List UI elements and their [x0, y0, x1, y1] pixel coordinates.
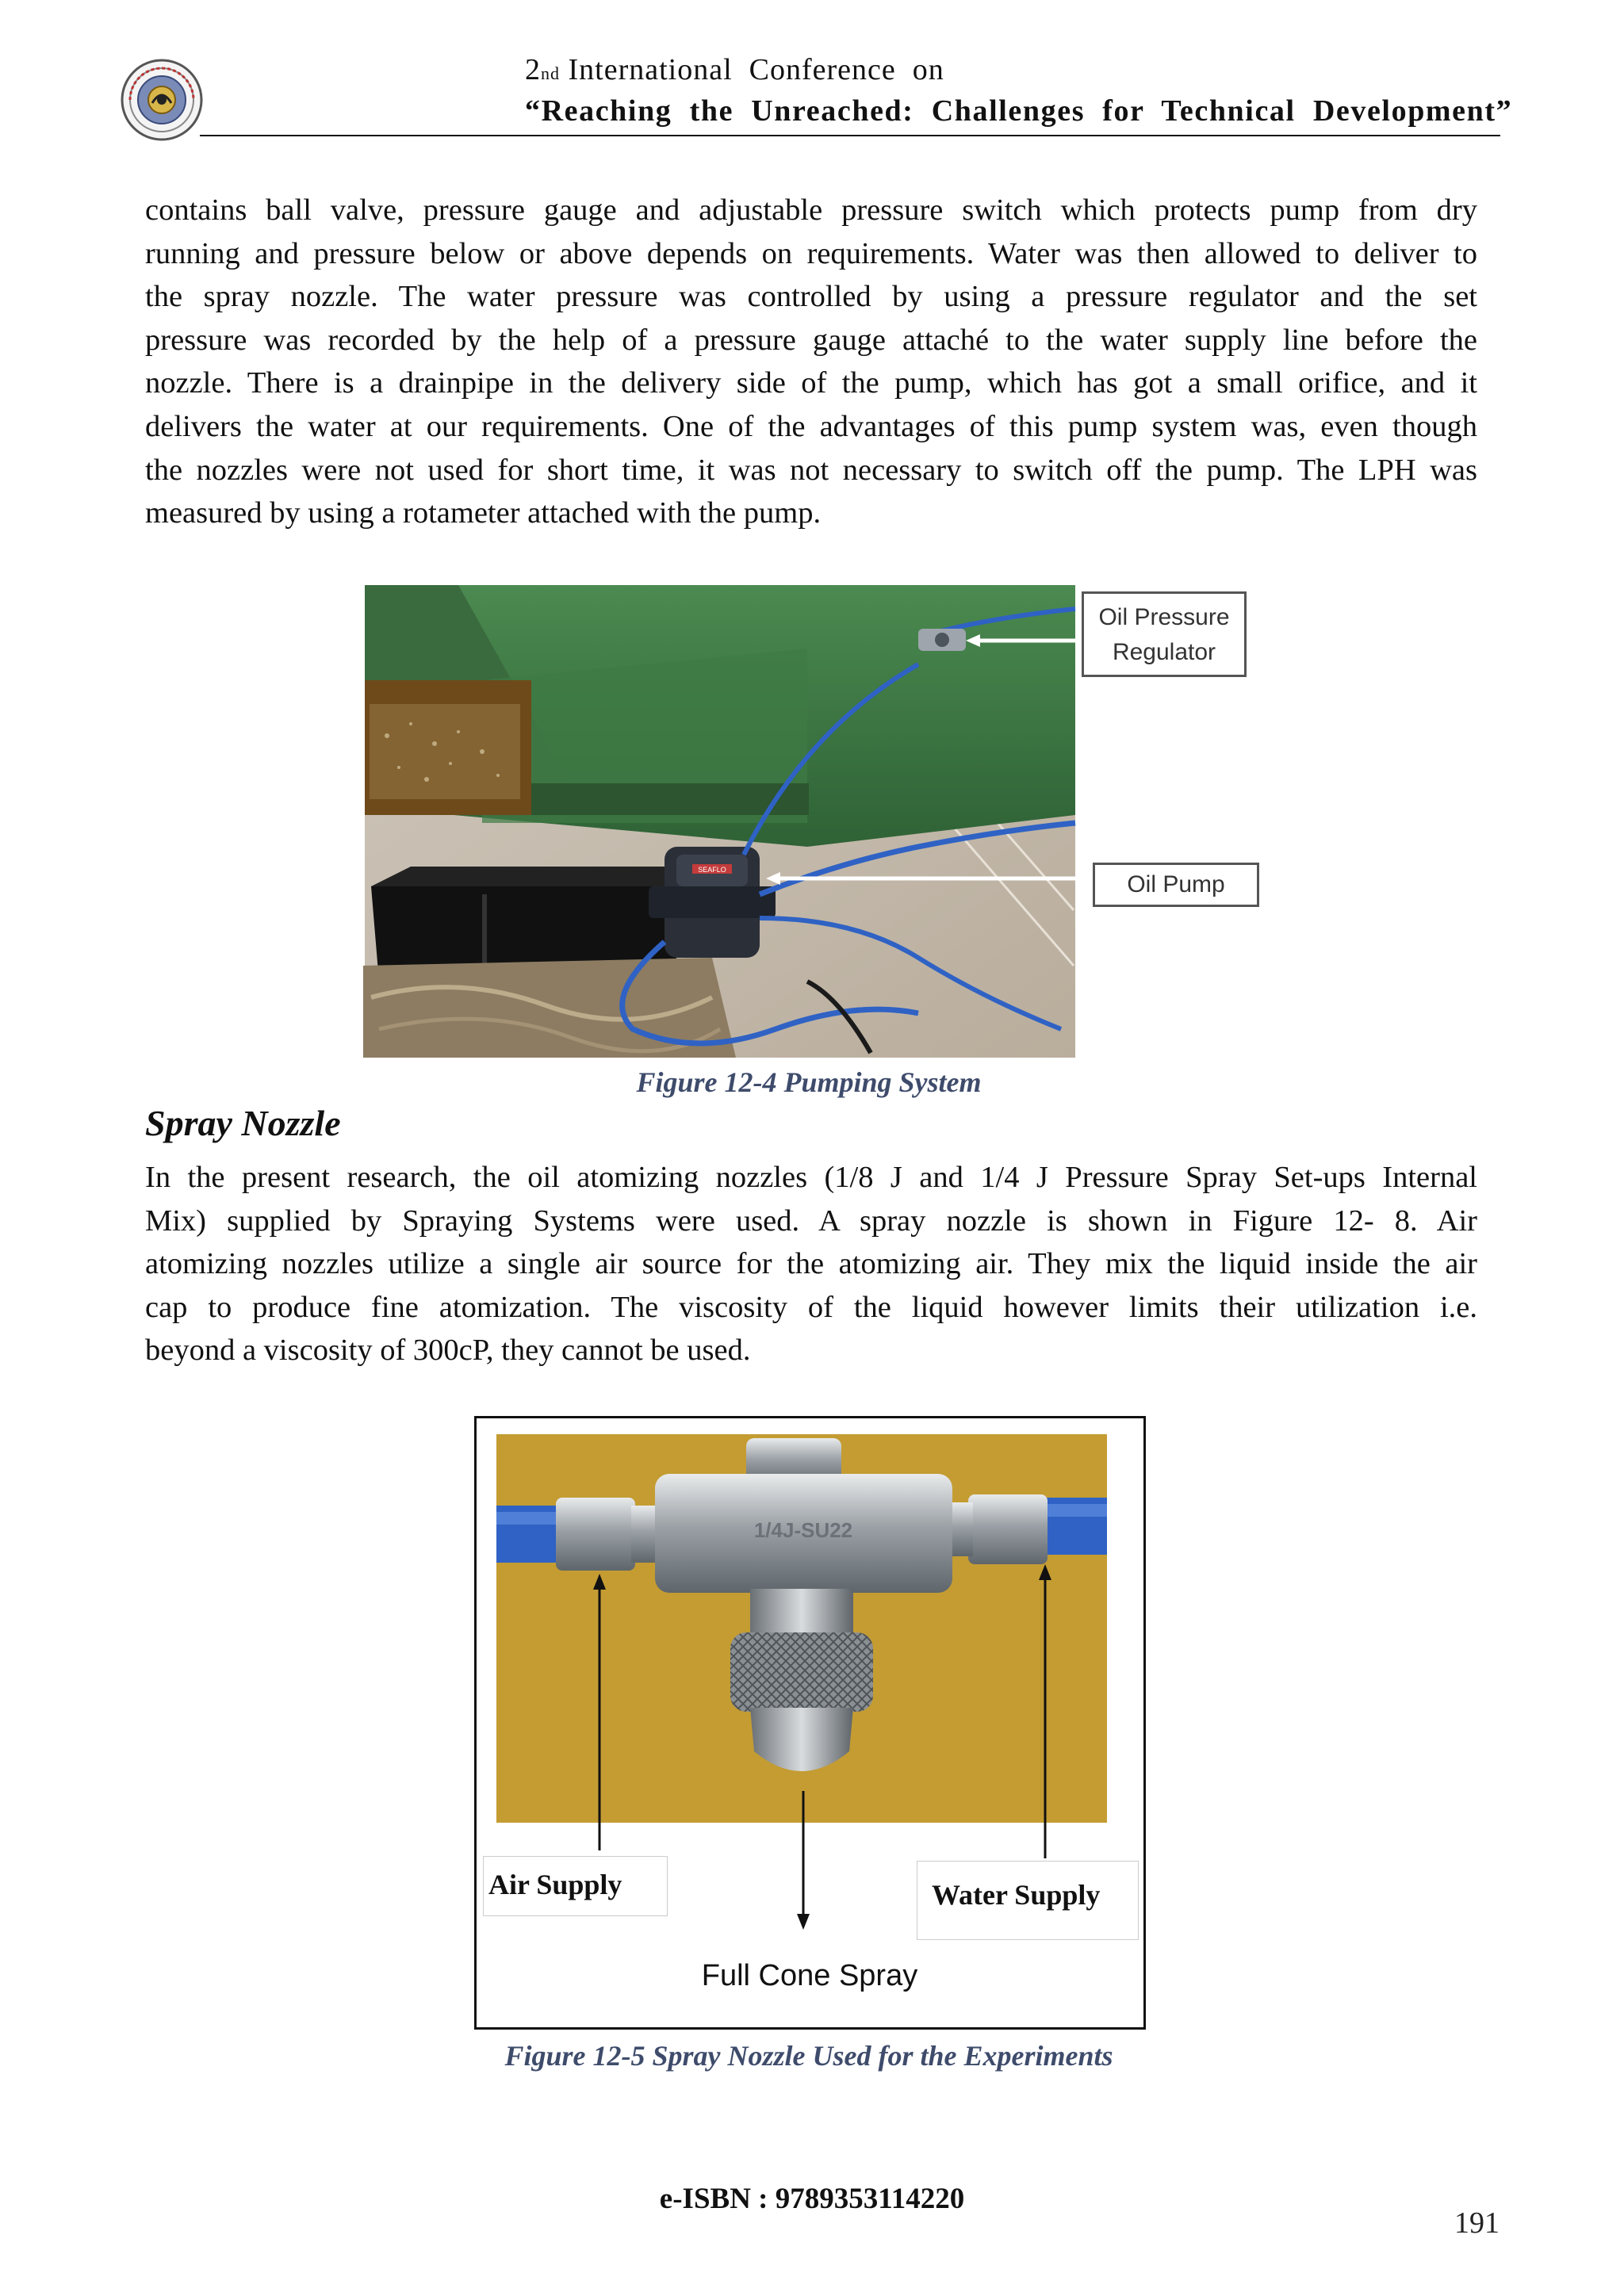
- conference-logo: [119, 57, 205, 143]
- figure1-caption: Figure 12-4 Pumping System: [636, 1066, 982, 1098]
- text-line: the spray nozzle. The water pressure was controlled by using a pressure regulator and the set: [145, 280, 1477, 314]
- text-line: pressure was recorded by the help of a pressure gauge attaché to the water supply line before the: [145, 323, 1477, 357]
- page-number: 191: [1454, 2206, 1500, 2240]
- text-line: nozzle. There is a drainpipe in the delivery side of the pump, which has got a small orifice, and it: [145, 366, 1477, 400]
- text-line: running and pressure below or above depends on requirements. Water was then allowed to deliver to: [145, 236, 1477, 270]
- text-line: delivers the water at our requirements. One of the advantages of this pump system was, even though: [145, 409, 1477, 443]
- paragraph-spray-nozzle: [145, 1156, 1477, 1372]
- label-full-cone-spray: Full Cone Spray: [701, 1959, 918, 1992]
- text-line: measured by using a rotameter attached with the pump.: [145, 496, 822, 530]
- figure2-caption: Figure 12-5 Spray Nozzle Used for the Experiments: [504, 2040, 1113, 2072]
- nozzle-marking: 1/4J-SU22: [753, 1518, 853, 1542]
- figure-spray-nozzle: [474, 1416, 1146, 2030]
- section-heading: Spray Nozzle: [145, 1103, 341, 1143]
- paragraph-pump-description: [145, 189, 1477, 535]
- header-rule: [200, 135, 1500, 136]
- label-air-supply: Air Supply: [483, 1856, 668, 1916]
- text-line: Mix) supplied by Spraying Systems were used. A spray nozzle is shown in Figure 12- 8. Air: [145, 1203, 1477, 1238]
- label-line: Oil Pressure: [1098, 604, 1230, 630]
- conference-ordinal-suffix: nd: [541, 63, 560, 83]
- label-water-supply: Water Supply: [917, 1861, 1139, 1940]
- text-line: atomizing nozzles utilize a single air source for the atomizing air. They mix the liquid inside the air: [145, 1247, 1477, 1281]
- text-line: beyond a viscosity of 300cP, they cannot be used.: [145, 1334, 751, 1368]
- text-line: In the present research, the oil atomizing nozzles (1/8 J and 1/4 J Pressure Spray Set-ups Internal: [145, 1161, 1477, 1194]
- footer-isbn: e-ISBN : 9789353114220: [659, 2183, 965, 2215]
- text-line: contains ball valve, pressure gauge and adjustable pressure switch which protects pump from dry: [145, 193, 1477, 227]
- label-line: Regulator: [1112, 639, 1216, 665]
- conference-title-text: International Conference on: [560, 53, 944, 86]
- pump-brand-text: SEAFLO: [698, 866, 726, 874]
- text-line: cap to produce fine atomization. The viscosity of the liquid however limits their utilization i.e.: [145, 1290, 1477, 1324]
- text-line: the nozzles were not used for short time, it was not necessary to switch off the pump. The LPH was: [145, 453, 1477, 487]
- conference-theme: “Reaching the Unreached: Challenges for Technical Development”: [525, 94, 1513, 128]
- label-oil-pump: Oil Pump: [1093, 863, 1259, 907]
- knurled-air-cap: [730, 1632, 873, 1712]
- conference-title-line1: [525, 52, 944, 87]
- label-oil-pressure-regulator: [1082, 591, 1247, 677]
- figure-pumping-system: [363, 585, 1230, 1058]
- conference-ordinal: 2: [525, 53, 541, 86]
